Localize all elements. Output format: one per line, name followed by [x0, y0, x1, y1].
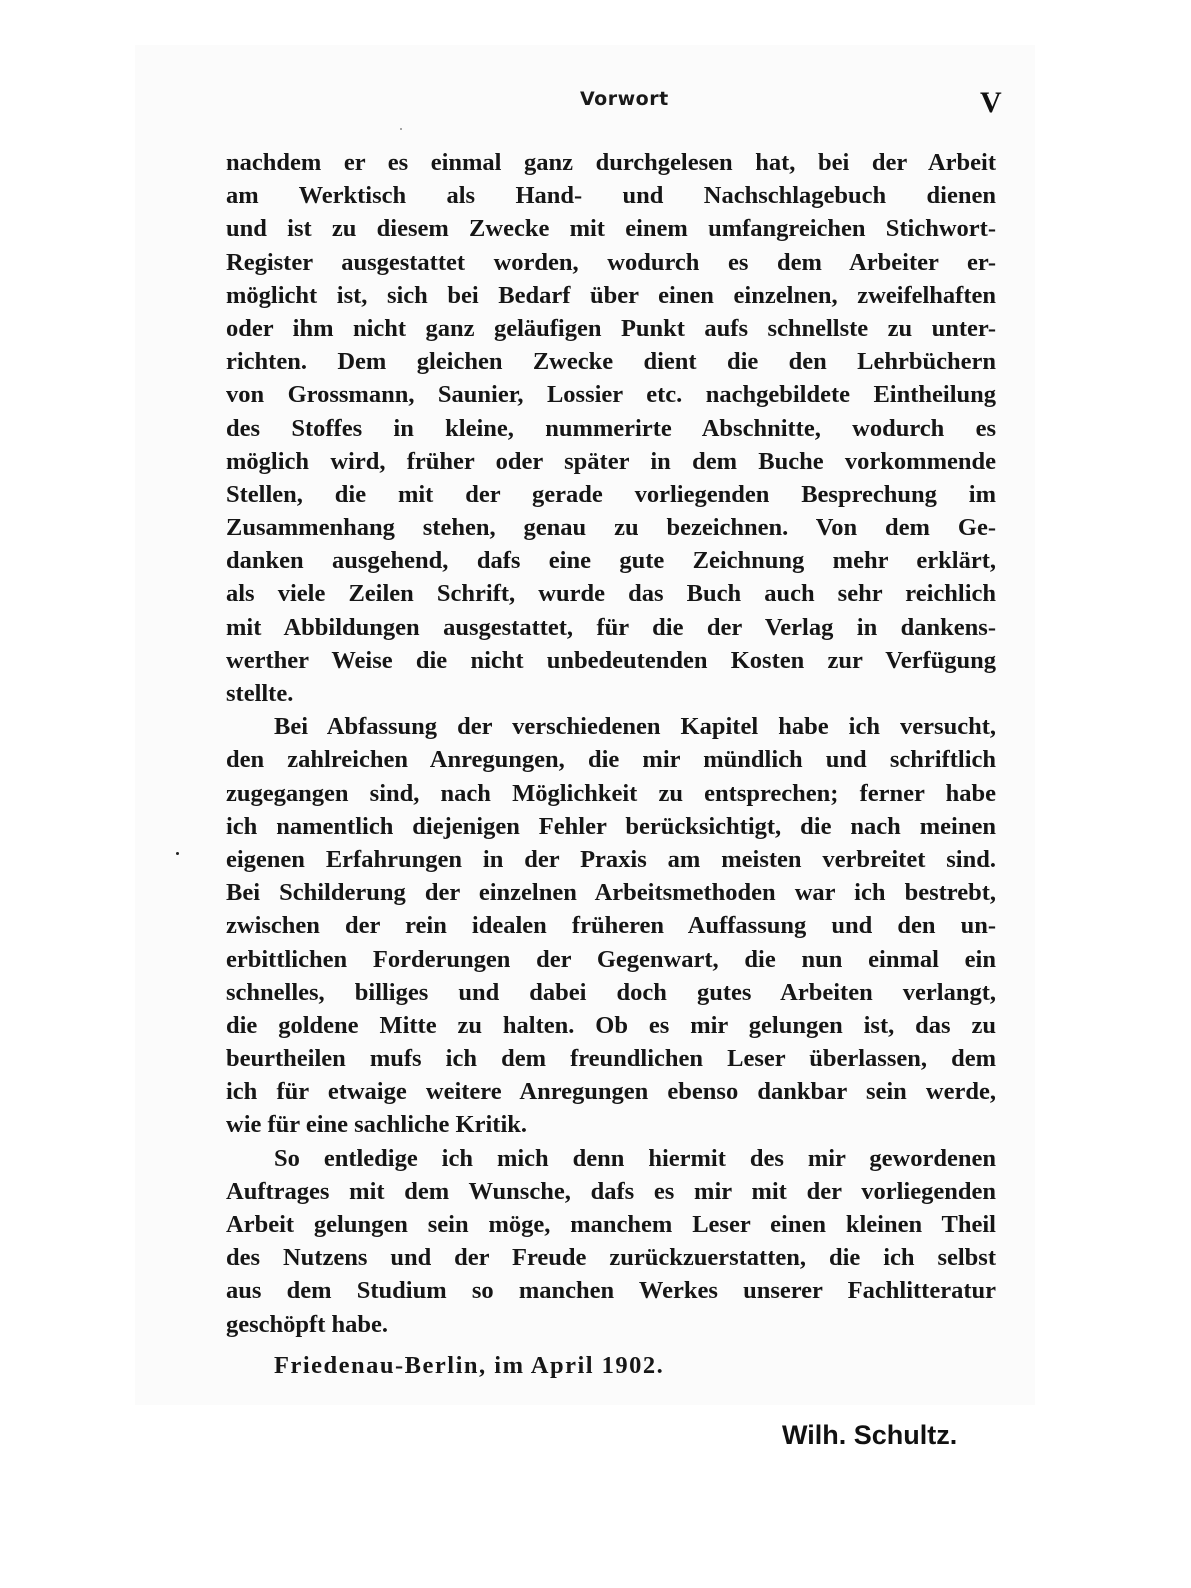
- text-line: richten. Dem gleichen Zwecke dient die den Lehrbüchern: [226, 348, 996, 376]
- text-line: möglich wird, früher oder später in dem Buche vorkommende: [226, 447, 996, 475]
- preface-text: [226, 146, 996, 1341]
- text-line: aus dem Studium so manchen Werkes unserer Fachlitteratur: [226, 1277, 996, 1305]
- dateline: Friedenau-Berlin, im April 1902.: [274, 1352, 665, 1379]
- text-line: als viele Zeilen Schrift, wurde das Buch auch sehr reichlich: [226, 580, 996, 608]
- text-line: geschöpft habe.: [226, 1310, 388, 1338]
- text-line: So entledige ich mich denn hiermit des mir gewordenen: [274, 1144, 996, 1172]
- text-line: und ist zu diesem Zwecke mit einem umfangreichen Stichwort-: [226, 215, 996, 243]
- text-line: Bei Abfassung der verschiedenen Kapitel habe ich versucht,: [274, 713, 996, 741]
- page-number: V: [980, 86, 1002, 119]
- text-line: eigenen Erfahrungen in der Praxis am meisten verbreitet sind.: [226, 845, 996, 873]
- text-line: zwischen der rein idealen früheren Auffassung und den un-: [226, 912, 996, 940]
- text-line: oder ihm nicht ganz geläufigen Punkt aufs schnellste zu unter-: [226, 314, 996, 342]
- text-line: nachdem er es einmal ganz durchgelesen hat, bei der Arbeit: [226, 149, 996, 176]
- text-line: Auftrages mit dem Wunsche, dafs es mir mit der vorliegenden: [226, 1177, 996, 1205]
- author-signature: Wilh. Schultz.: [782, 1420, 958, 1450]
- scan-speck: [176, 852, 179, 855]
- text-line: am Werktisch als Hand- und Nachschlagebuch dienen: [226, 182, 996, 210]
- running-header: Vorwort: [580, 88, 669, 110]
- text-line: werther Weise die nicht unbedeutenden Kosten zur Verfügung: [226, 646, 996, 674]
- text-line: Zusammenhang stehen, genau zu bezeichnen. Von dem Ge-: [226, 514, 996, 542]
- text-line: stellte.: [226, 680, 294, 707]
- text-line: des Nutzens und der Freude zurückzuerstatten, die ich selbst: [226, 1244, 996, 1272]
- text-line: wie für eine sachliche Kritik.: [226, 1111, 527, 1139]
- text-line: möglicht ist, sich bei Bedarf über einen einzelnen, zweifelhaften: [226, 281, 996, 309]
- text-line: von Grossmann, Saunier, Lossier etc. nachgebildete Eintheilung: [226, 381, 996, 409]
- text-line: Stellen, die mit der gerade vorliegenden Besprechung im: [226, 480, 996, 508]
- text-line: danken ausgehend, dafs eine gute Zeichnung mehr erklärt,: [226, 547, 996, 575]
- text-line: den zahlreichen Anregungen, die mir mündlich und schriftlich: [226, 746, 996, 774]
- text-line: schnelles, billiges und dabei doch gutes Arbeiten verlangt,: [226, 978, 996, 1006]
- text-line: Bei Schilderung der einzelnen Arbeitsmethoden war ich bestrebt,: [226, 879, 996, 907]
- text-line: mit Abbildungen ausgestattet, für die der Verlag in dankens-: [226, 613, 996, 641]
- text-line: ich namentlich diejenigen Fehler berücksichtigt, die nach meinen: [226, 812, 996, 840]
- text-line: die goldene Mitte zu halten. Ob es mir gelungen ist, das zu: [226, 1011, 996, 1039]
- text-line: erbittlichen Forderungen der Gegenwart, die nun einmal ein: [226, 945, 996, 973]
- text-line: des Stoffes in kleine, nummerirte Abschnitte, wodurch es: [226, 414, 996, 442]
- text-line: Arbeit gelungen sein möge, manchem Leser einen kleinen Theil: [226, 1211, 996, 1238]
- text-line: Register ausgestattet worden, wodurch es dem Arbeiter er-: [226, 248, 996, 276]
- text-line: beurtheilen mufs ich dem freundlichen Leser überlassen, dem: [226, 1045, 996, 1073]
- text-line: ich für etwaige weitere Anregungen ebenso dankbar sein werde,: [226, 1078, 996, 1106]
- scan-speck: [400, 128, 402, 130]
- text-line: zugegangen sind, nach Möglichkeit zu entsprechen; ferner habe: [226, 779, 996, 807]
